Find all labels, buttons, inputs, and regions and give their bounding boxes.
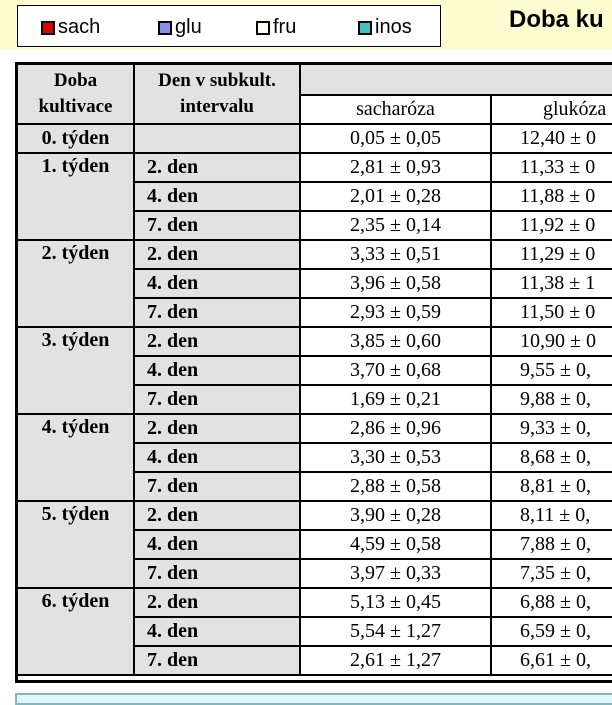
legend-swatch-fru <box>256 21 270 35</box>
day-cell: 2. den <box>135 328 301 357</box>
day-cell: 4. den <box>135 357 301 386</box>
legend-label-glu: glu <box>175 16 202 38</box>
page-title: Doba ku <box>509 6 604 33</box>
day-cell: 2. den <box>135 415 301 444</box>
sacharoza-value: 3,70 ± 0,68 <box>301 357 492 386</box>
sacharoza-value: 3,96 ± 0,58 <box>301 270 492 299</box>
glukoza-value: 6,59 ± 0, <box>492 618 612 647</box>
day-cell: 4. den <box>135 618 301 647</box>
sacharoza-value: 3,97 ± 0,33 <box>301 560 492 589</box>
day-cell: 4. den <box>135 183 301 212</box>
glukoza-value: 8,68 ± 0, <box>492 444 612 473</box>
legend-swatch-sach <box>41 21 55 35</box>
sacharoza-value: 0,05 ± 0,05 <box>301 125 492 154</box>
data-table <box>15 62 612 683</box>
sacharoza-value: 2,81 ± 0,93 <box>301 154 492 183</box>
subheader-glukoza: glukóza <box>492 96 612 125</box>
subheader-sacharoza: sacharóza <box>301 96 492 125</box>
glukoza-value: 9,55 ± 0, <box>492 357 612 386</box>
sacharoza-value: 3,90 ± 0,28 <box>301 502 492 531</box>
sacharoza-value: 2,61 ± 1,27 <box>301 647 492 676</box>
legend-item-glu <box>158 16 202 39</box>
week-cell: 2. týden <box>18 241 135 328</box>
day-cell: 2. den <box>135 154 301 183</box>
glukoza-value: 11,92 ± 0 <box>492 212 612 241</box>
header-den-interval: Den v subkult. intervalu <box>135 65 301 125</box>
legend-item-sach <box>41 16 100 39</box>
glukoza-value: 11,50 ± 0 <box>492 299 612 328</box>
week-cell: 6. týden <box>18 589 135 676</box>
legend-swatch-glu <box>158 21 172 35</box>
glukoza-value: 11,29 ± 0 <box>492 241 612 270</box>
glukoza-value: 11,38 ± 1 <box>492 270 612 299</box>
week-cell: 4. týden <box>18 415 135 502</box>
sacharoza-value: 3,30 ± 0,53 <box>301 444 492 473</box>
day-cell: 2. den <box>135 589 301 618</box>
week-cell: 5. týden <box>18 502 135 589</box>
header-doba-kultivace: Doba kultivace <box>18 65 135 125</box>
sacharoza-value: 2,35 ± 0,14 <box>301 212 492 241</box>
sacharoza-value: 5,54 ± 1,27 <box>301 618 492 647</box>
glukoza-value: 12,40 ± 0 <box>492 125 612 154</box>
day-cell: 7. den <box>135 473 301 502</box>
day-cell: 2. den <box>135 502 301 531</box>
day-cell: 7. den <box>135 647 301 676</box>
day-cell: 7. den <box>135 386 301 415</box>
day-cell: 4. den <box>135 444 301 473</box>
week-cell: 1. týden <box>18 154 135 241</box>
glukoza-value: 10,90 ± 0 <box>492 328 612 357</box>
bottom-panel <box>15 693 612 705</box>
glukoza-value: 7,88 ± 0, <box>492 531 612 560</box>
legend-label-fru: fru <box>273 16 297 38</box>
day-cell <box>135 125 301 154</box>
glukoza-value: 7,35 ± 0, <box>492 560 612 589</box>
sacharoza-value: 3,33 ± 0,51 <box>301 241 492 270</box>
day-cell: 7. den <box>135 299 301 328</box>
sacharoza-value: 2,86 ± 0,96 <box>301 415 492 444</box>
sacharoza-value: 4,59 ± 0,58 <box>301 531 492 560</box>
sacharoza-value: 5,13 ± 0,45 <box>301 589 492 618</box>
glukoza-value: 9,33 ± 0, <box>492 415 612 444</box>
legend-item-inos <box>358 16 412 39</box>
glukoza-value: 9,88 ± 0, <box>492 386 612 415</box>
legend-swatch-inos <box>358 21 372 35</box>
legend-label-sach: sach <box>58 16 101 38</box>
sacharoza-value: 2,01 ± 0,28 <box>301 183 492 212</box>
sacharoza-value: 3,85 ± 0,60 <box>301 328 492 357</box>
glukoza-value: 6,88 ± 0, <box>492 589 612 618</box>
glukoza-value: 6,61 ± 0, <box>492 647 612 676</box>
sacharoza-value: 1,69 ± 0,21 <box>301 386 492 415</box>
sacharoza-value: 2,93 ± 0,59 <box>301 299 492 328</box>
chart-legend <box>17 5 441 47</box>
glukoza-value: 8,11 ± 0, <box>492 502 612 531</box>
day-cell: 2. den <box>135 241 301 270</box>
week-cell: 0. týden <box>18 125 135 154</box>
glukoza-value: 8,81 ± 0, <box>492 473 612 502</box>
glukoza-value: 11,88 ± 0 <box>492 183 612 212</box>
header-group <box>301 65 612 96</box>
sacharoza-value: 2,88 ± 0,58 <box>301 473 492 502</box>
glukoza-value: 11,33 ± 0 <box>492 154 612 183</box>
day-cell: 4. den <box>135 531 301 560</box>
day-cell: 7. den <box>135 560 301 589</box>
day-cell: 4. den <box>135 270 301 299</box>
legend-label-inos: inos <box>375 16 412 38</box>
day-cell: 7. den <box>135 212 301 241</box>
week-cell: 3. týden <box>18 328 135 415</box>
legend-item-fru <box>256 16 296 39</box>
